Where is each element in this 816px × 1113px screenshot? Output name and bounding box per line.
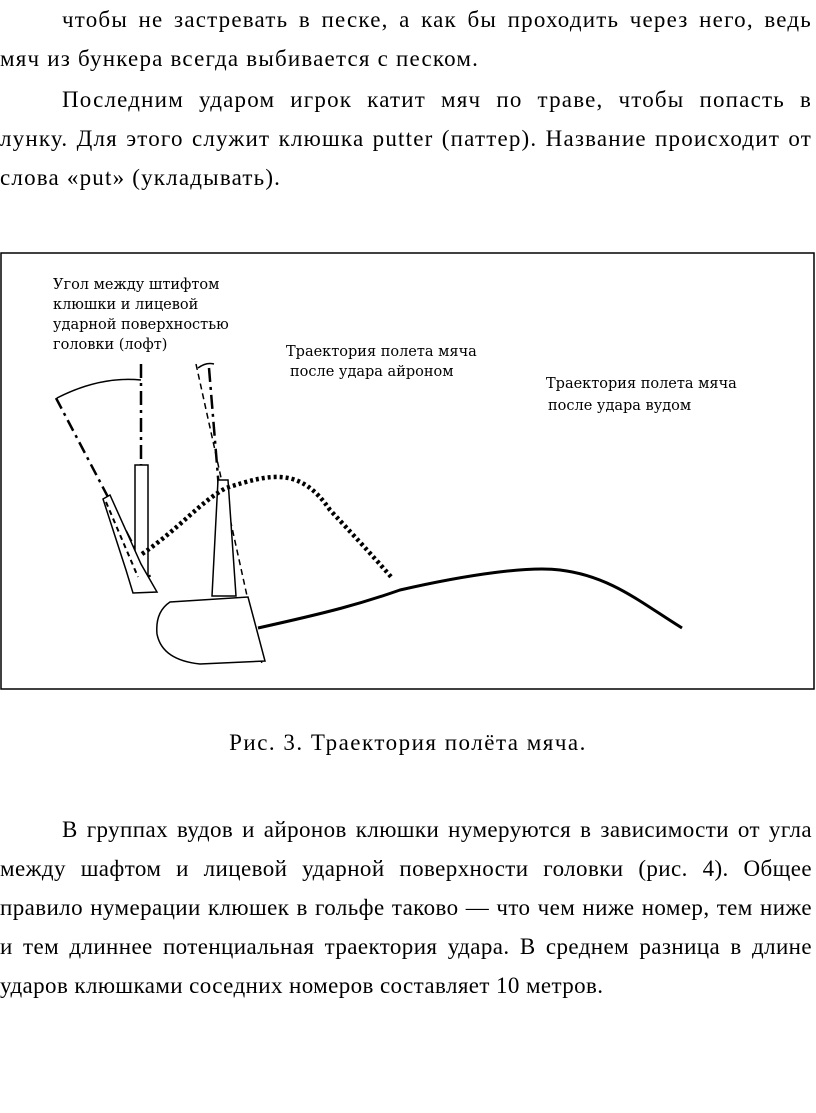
paragraph-numbering-text: В группах вудов и айронов клюшки нумеруются в зависимости от угла между шафтом и лицевой ударной поверхности головки (рис. 4). Общее правило нумерации клюшек в гольфе таково — что чем ниже номер, тем ниже и тем длиннее потенциальная траектория удара. В среднем разница в длине ударов клюшками соседних номеров составляет 10 метров.: [0, 817, 812, 998]
loft-label-line-1: Угол между штифтом: [53, 277, 220, 293]
iron-label-line-1: Траектория полета мяча: [286, 344, 477, 360]
paragraph-numbering: [0, 810, 812, 1005]
trajectory-figure: [0, 252, 816, 690]
paragraph-sand-text: чтобы не застревать в песке, а как бы проходить через него, ведь мяч из бункера всегда выбивается с песком.: [0, 7, 812, 71]
loft-label-line-3: ударной поверхностью: [53, 317, 229, 333]
loft-label-line-4: головки (лофт): [53, 337, 168, 353]
paragraph-putter-text: Последним ударом игрок катит мяч по траве, чтобы попасть в лунку. Для этого служит клюшка putter (паттер). Название происходит от слова «put» (укладывать).: [0, 87, 812, 190]
iron-label-line-2: после удара айроном: [290, 364, 454, 380]
paragraph-sand: [0, 0, 812, 78]
figure-caption: Рис. 3. Траектория полёта мяча.: [229, 730, 587, 755]
wood-label-line-2: после удара вудом: [548, 398, 692, 414]
wood-head: [157, 597, 265, 664]
paragraph-putter: [0, 80, 812, 197]
loft-label-line-2: клюшки и лицевой: [53, 297, 199, 313]
wood-label-line-1: Траектория полета мяча: [546, 376, 737, 392]
trajectory-diagram: [0, 252, 816, 690]
